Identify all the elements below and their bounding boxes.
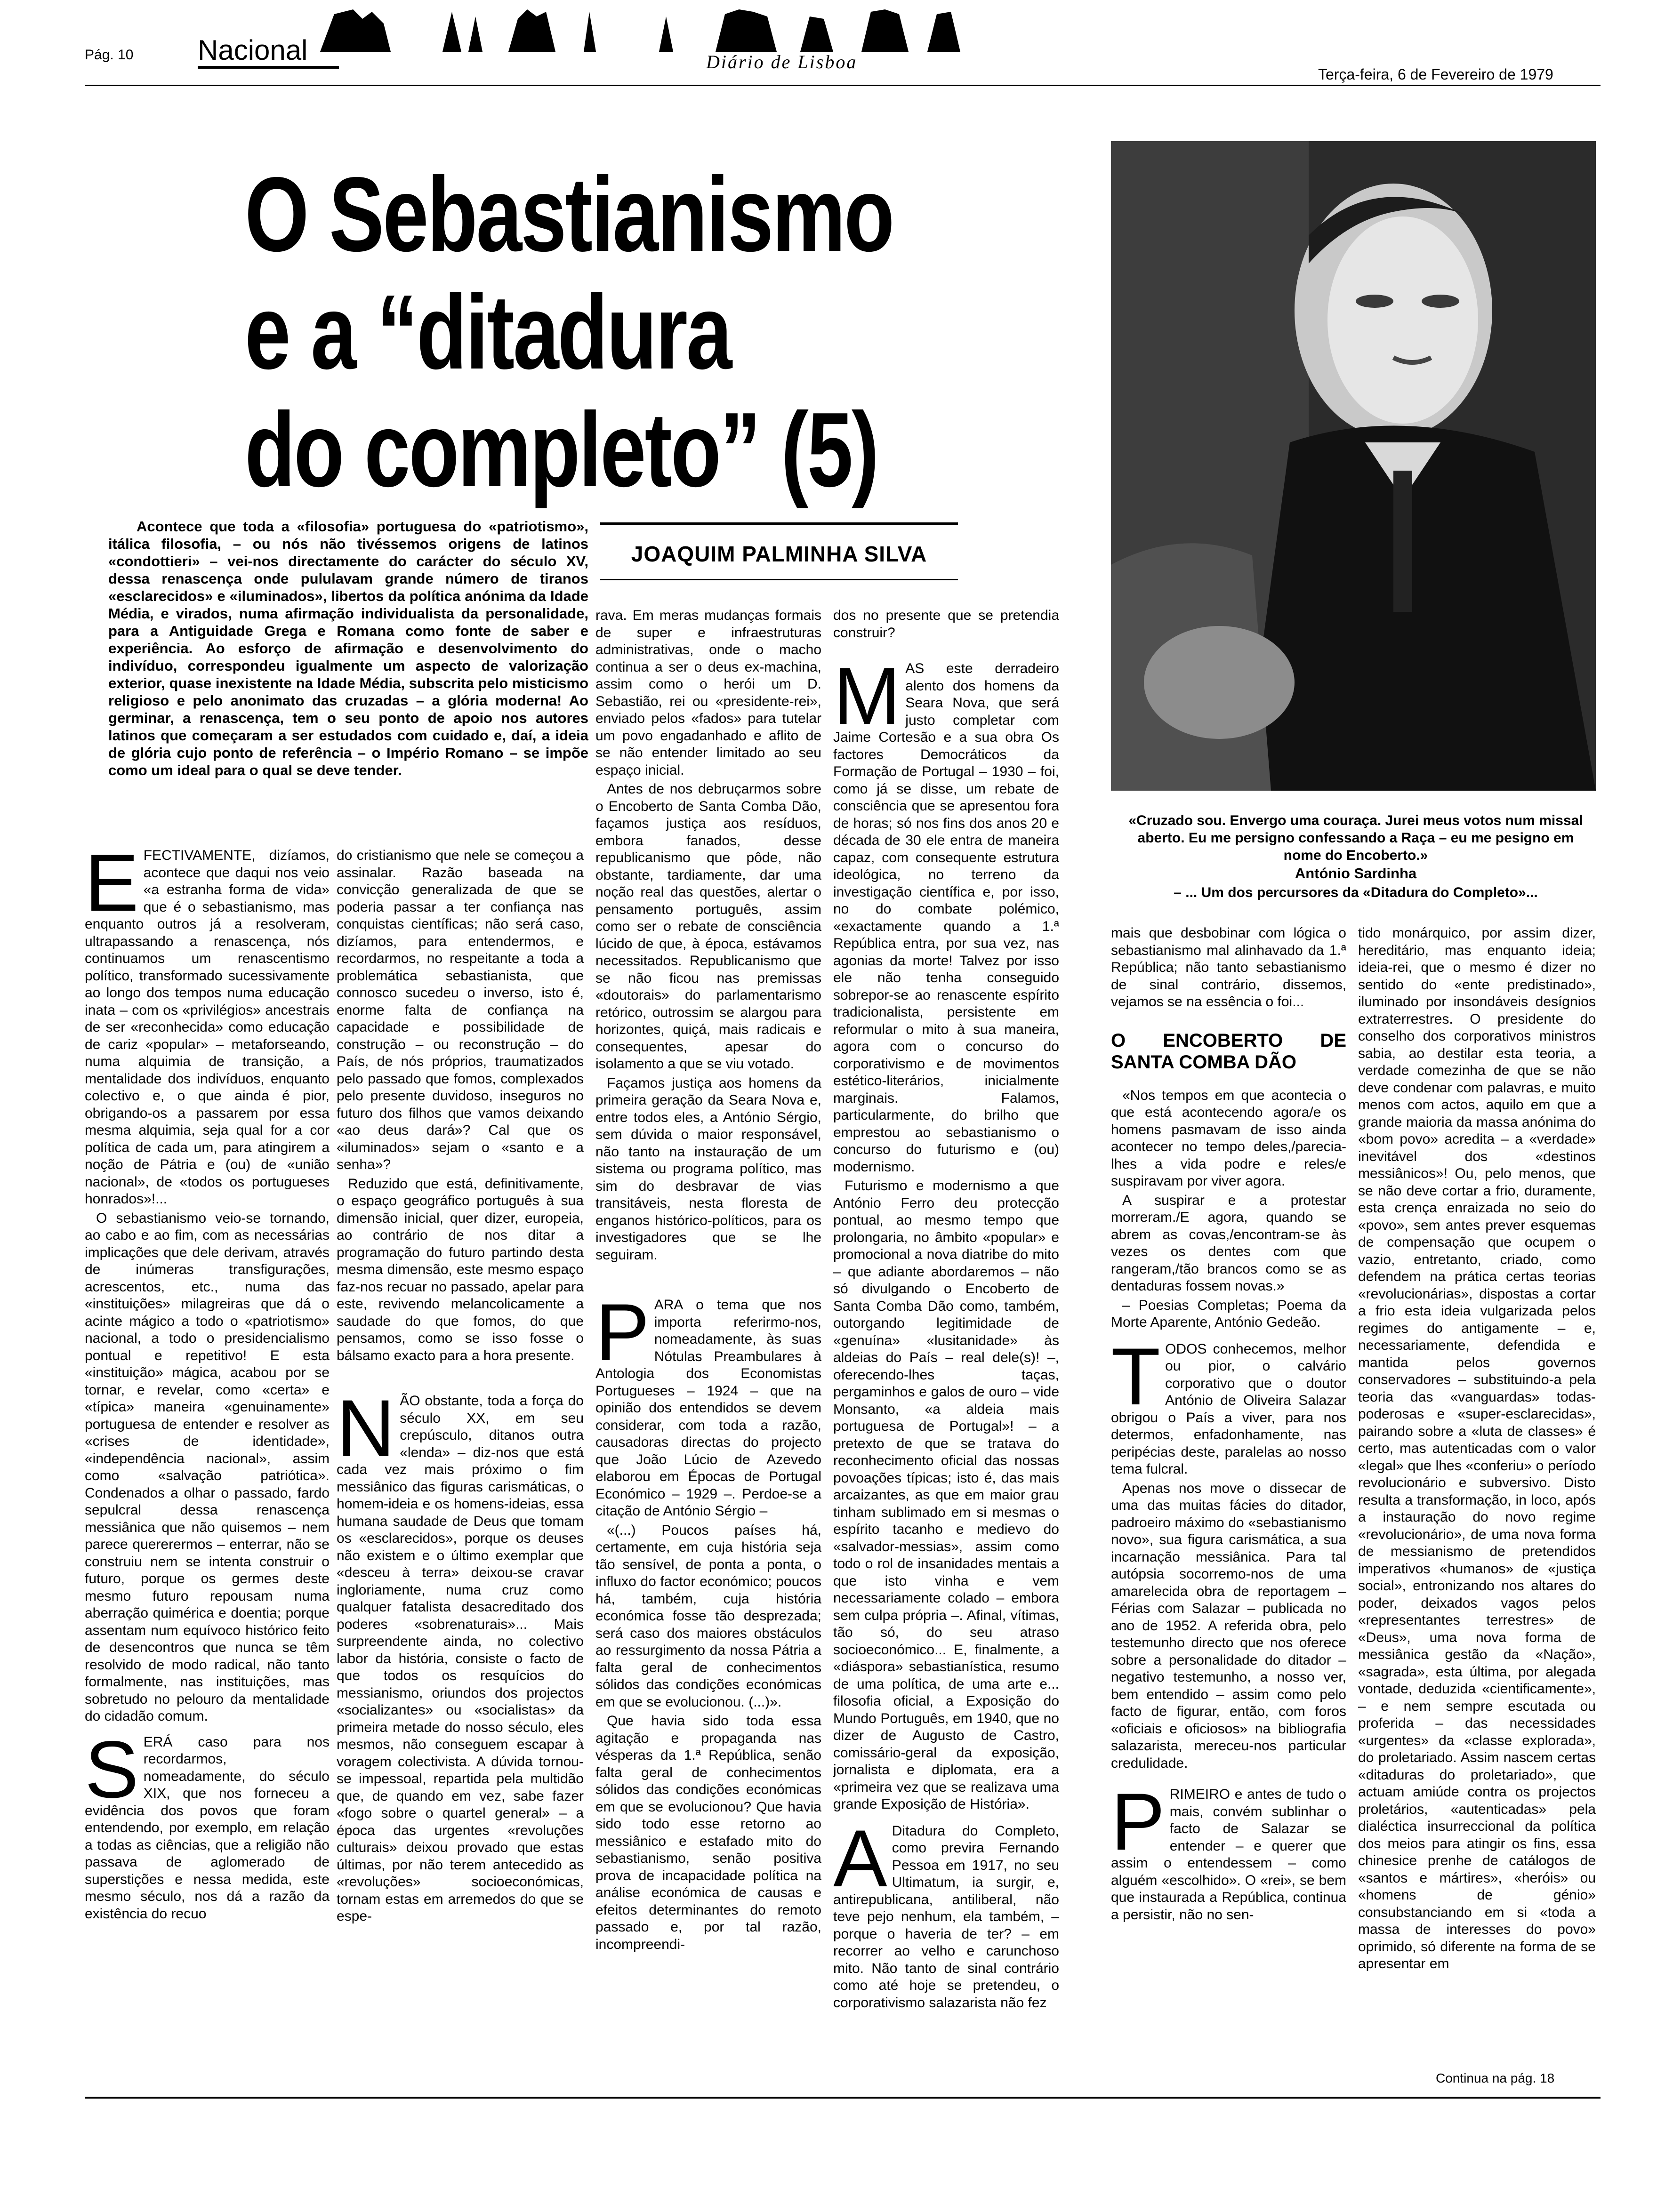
- article-title: [245, 155, 893, 509]
- col5-poem-stanza-2: A suspirar e a protestar morreram./E agora, quando se abrem as covas,/encontram-se às vezes os dentes com que rangeram,/tão brancos como se as dentaduras fossem novas.»: [1111, 1192, 1346, 1294]
- col3-paragraph-2: Antes de nos debruçarmos sobre o Encoberto de Santa Comba Dão, façamos justiça aos resíduos, embora fanados, desse republicanismo que pôde, não obstante, tardiamente, dar uma noção real das questões, alertar o pensamento português, assim como ser o rebate de consciência lúcido de que, à época, estávamos necessitados. Republicanismo que se não ficou nas premissas «doutorais» do parlamentarismo retórico, outrossim se alargou para horizontes, quiçá, mais radicais e consequentes, apesar do isolamento a que se viu votado.: [595, 781, 821, 1072]
- photo-caption: «Cruzado sou. Envergo uma couraça. Jurei meus votos num missal aberto. Eu me persigno confessando a Raça – eu me pesigno em nome do Encoberto.»: [1128, 813, 1583, 863]
- photo-caption-name: António Sardinha: [1295, 865, 1417, 882]
- col5-paragraph-2-wrap: [1111, 1331, 1346, 1478]
- col3-paragraph-5: Que havia sido toda essa agitação e propaganda nas vésperas da 1.ª República, senão falta geral de conhecimentos sólidos das condições económicas em que se evolucionou? Que havia sido todo esse retorno ao messiânico e estafado mito do sebastianismo, senão positiva prova de incapacidade política na análise económica de causas e efeitos determinantes do remoto passado e, por tal razão, incompreendi-: [595, 1713, 821, 1952]
- author-rule: [600, 522, 958, 525]
- column-2: [337, 847, 584, 2094]
- column-4: [833, 607, 1059, 2094]
- bottom-rule: [85, 2097, 1601, 2099]
- col2-paragraph-2: Reduzido que está, definitivamente, o espaço geográfico português à sua dimensão inicial, quer dizer, europeia, ao contrário de nos ditar a programação do futuro partindo desta mesma dimensão, este mesmo espaço faz-nos recuar no passado, apelar para este, revivendo melancolicamente a saudade do que fomos, do que pensamos, como se isso fosse o bálsamo exacto para a hora presente.: [337, 1176, 584, 1363]
- article-lede: Acontece que toda a «filosofia» portuguesa do «patriotismo», itálica filosofia, – ou nós não tivéssemos origens de latinos «condottieri» – vei-nos directamente do carácter do século XV, dessa renascença onde pululavam grande número de tiranos «esclarecidos» e «iluminados», libertos da política anónima da Idade Média, e virados, numa afirmação individualista da personalidade, para a Antiguidade Grega e Romana como fonte de saber e experiência. Ao esforço de afirmação e desenvolvimento do indivíduo, correspondeu igualmente um aspecto de valorização exterior, quase inexistente na Idade Média, subscrita pelo misticismo religioso e pelo anonimato das cruzadas – a glória moderna! Ao germinar, a renascença, tem o seu ponto de apoio nos autores latinos que começaram a ser estudados com cuidado e, daí, a ideia de glória cujo ponto de referência – o Império Romano – se impõe como um ideal para o qual se deve tender.: [108, 518, 588, 778]
- col4-paragraph-4: Ditadura do Completo, como previra Fernando Pessoa em 1917, no seu Ultimatum, ia surgir, e, antirepublicana, antiliberal, não teve pejo nenhum, ela também, – porque o haveria de ter? – em recorrer ao velho e carunchoso mito. Não tanto de sinal contrário como até hoje se pretendeu, o corporativismo salazarista não fez: [833, 1823, 1059, 2011]
- photo-caption-subtitle: – ... Um dos percursores da «Ditadura do Completo»...: [1174, 885, 1538, 900]
- masthead-graphic: [301, 5, 979, 56]
- col2-paragraph-3: ÃO obstante, toda a força do século XX, em seu crepúsculo, ditanos outra «lenda» – diz-nos que está cada vez mais próximo o fim messiânico das figuras carismáticas, o homem-ideia e os homens-ideias, essa humana saudade de Deus que tomam os «esclarecidos», porque os deuses não existem e o último exemplar que «desceu à terra» deixou-se cravar ingloriamente, numa cruz como qualquer fatalista desacreditado dos poderes «sobrenaturais»... Mais surpreendente ainda, no colectivo labor da história, consiste o facto de que todos os resquícios do messianismo, oriundos dos projectos «socializantes» ou «socialistas» da primeira metade do nosso século, eles mesmos, não conseguem escapar à voragem colectivista. A dúvida tornou-se impessoal, repartida pela multidão que, de quando em vez, sabe fazer «fogo sobre o quartel general» – a época das urgentes «revoluções culturais» deixou provado que estas últimas, por não terem antecedido as «revoluções» socioeconómicas, tornam estas em arremedos do que se espe-: [337, 1393, 584, 1924]
- col5-paragraph-3: Apenas nos move o dissecar de uma das muitas fácies do ditador, padroeiro máximo do «sebastianismo novo», sua figura carismática, a sua incarnação messiânica. Para tal autópsia socorremo-nos de uma amarelecida obra de reportagem – Férias com Salazar – publicada no ano de 1952. A referida obra, pelo testemunho directo que nos oferece sobre a personalidade do ditador – negativo testemunho, a nosso ver, bem entendido – assim como pelo facto de figurar, então, com foros «oficiais e oficiosos» na bibliografia salazarista, mereceu-nos particular credulidade.: [1111, 1480, 1346, 1771]
- issue-date: Terça-feira, 6 de Fevereiro de 1979: [1318, 66, 1553, 83]
- portrait-graphic: [1111, 141, 1596, 791]
- section-label: Nacional: [198, 34, 308, 66]
- column-5: [1111, 925, 1346, 2094]
- dropcap-m: M: [833, 651, 901, 741]
- col5-poem-stanza-1: «Nos tempos em que acontecia o que está acontecendo agora/e os homens pasmavam de isso ainda acontecer no tempo deles,/parecia-lhes a vida podre e reles/e suspiravam por viver agora.: [1111, 1087, 1346, 1189]
- dropcap-e: E: [85, 847, 139, 928]
- col1-paragraph-2: O sebastianismo veio-se tornando, ao cabo e ao fim, com as necessárias implicações que dele derivam, através de inúmeras transfigurações, acrescentos, etc., numa das «instituições» milagreiras que dá o acinte mágico a todo o «patriotismo» nacional, a todo o presidencialismo pontual e repetitivo! E esta «instituição» mágica, acabou por se tornar, e revelar, como «certa» e «típica» maneira «genuinamente» portuguesa de entender e resolver as «crises de identidade», «independência nacional», assim como «salvação patriótica». Condenados a olhar o passado, fardo sepulcral dessa renascença messiânica que não quisemos – nem parece quererermos – enterrar, não se construiu nem se intenta construir o futuro, porque os germes deste mesmo futuro repousam numa aberração quimérica e doentia; porque assentam num equívoco histórico feito de desencontros que nunca se têm resolvido de modo radical, não tanto formalmente, nas instituições, mas sobretudo no pelouro da mentalidade do cidadão comum.: [85, 1210, 330, 1724]
- column-6: [1358, 925, 1596, 2064]
- col1-paragraph-3-wrap: [85, 1724, 330, 1923]
- col3-quote: «(...) Poucos países há, certamente, em cuja história seja tão sensível, de ponta a ponta, o influxo do factor económico; poucos há, também, cuja história económica fosse tão desprezada; será caso dos maiores obstáculos ao ressurgimento da nossa Pátria a falta geral de conhecimentos sólidos das condições económicas em que se evolucionou. (...)».: [595, 1522, 821, 1710]
- col4-paragraph-2-wrap: [833, 651, 1059, 1176]
- col4-paragraph-4-wrap: [833, 1813, 1059, 2012]
- col5-paragraph-2: ODOS conhecemos, melhor ou pior, o calvário corporativo que o doutor António de Oliveira Salazar obrigou o País a viver, para nos determos, enfadonhamente, nas peripécias deste, paralelas ao nosso tema fulcral.: [1111, 1341, 1346, 1477]
- title-line-3: do completo” (5): [245, 390, 878, 509]
- header-rule-left: [198, 66, 339, 69]
- col5-paragraph-1: mais que desbobinar com lógica o sebastianismo mal alinhavado da 1.ª República; não tanto sebastianismo de sinal contrário, dissemos, vejamos se na essência o foi...: [1111, 925, 1346, 1010]
- dropcap-p2: P: [1111, 1777, 1165, 1867]
- col4-paragraph-3: Futurismo e modernismo a que António Ferro deu protecção pontual, ao mesmo tempo que prolongaria, no âmbito «popular» e promocional a nova diatribe do mito – que adiante abordaremos – não só divulgando o Encoberto de Santa Comba Dão como, também, outorgando legitimidade de «genuína» «lusitanidade» às aldeias do País – real dele(s)! –, oferecendo-lhes taças, pergaminhos e galos de ouro – vide Monsanto, «a aldeia mais portuguesa de Portugal»! – a pretexto de que se tratava do reconhecimento oficial das nossas povoações típicas; isto é, das mais arcaizantes, as que em maior grau tinham sublimado em si mesmas o espírito tacanho e medievo do «salvador-messias», assim como todo o rol de insanidades mentais a que isto vinha e vem necessariamente colado – embora sem culpa própria –. Afinal, vítimas, tão só, do seu atraso socioeconómico... E, finalmente, a «diáspora» sebastianística, resumo de uma política, de uma arte e... filosofia oficial, a Exposição do Mundo Português, em 1940, que no dizer de Augusto de Castro, comissário-geral da exposição, jornalista e diplomata, era a «primeira vez que se realizava uma grande Exposição de História».: [833, 1178, 1059, 1812]
- dropcap-s: S: [85, 1724, 139, 1815]
- col5-paragraph-4-wrap: [1111, 1777, 1346, 1923]
- page-number: Pág. 10: [85, 47, 134, 63]
- masthead-logo: [301, 5, 979, 66]
- col3-paragraph-3: Façamos justiça aos homens da primeira geração da Seara Nova e, entre todos eles, a António Sérgio, sem dúvida o maior responsável, não tanto na instauração de um sistema ou programa político, mas sim do desbravar de vias transitáveis, nesta floresta de enganos histórico-políticos, para os investigadores que se lhe seguiram.: [595, 1075, 821, 1263]
- col2-paragraph-3-wrap: [337, 1383, 584, 1925]
- col2-paragraph-1: do cristianismo que nele se começou a assinalar. Razão baseada na convicção generalizada de que se poderia passar a ter confiança nas conquistas científicas; não será caso, dizíamos, para entendermos, e recordarmos, no respeitante a toda a problemática sebastianista, que connosco sucedeu o inverso, isto é, enorme falta de confiança na capacidade e possibilidade de construção – ou reconstrução – do País, de nós próprios, traumatizados pelo passado que fomos, complexados pelo presente duvidoso, inseguros no futuro dos filhos que vamos deixando «ao deus dará»? Cal que os «iluminados» sejam o «santo e a senha»?: [337, 848, 584, 1172]
- dropcap-a: A: [833, 1813, 887, 1904]
- author-byline: JOAQUIM PALMINHA SILVA: [631, 542, 927, 566]
- portrait-photo: [1111, 141, 1596, 791]
- col1-paragraph-1: FECTIVAMENTE, dizíamos, acontece que daqui nos veio «a estranha forma de vida» que é o sebastianismo, mas enquanto outros já a resolveram, ultrapassando a renascença, nós continuamos um renascentismo político, transformado sucessivamente ao longo dos tempos numa educação inata – com os «privilégios» ancestrais de ser «reconhecida» como educação de cariz «popular» – metaforseando, numa alquimia de transição, a mentalidade dos indivíduos, enquanto colectivo e, o que ainda é pior, obrigando-os a passarem por essa mesma alquimia, seja qual for a cor política de cada um, para atingirem a noção de Pátria e (ou) de «união nacional», de «todos os portugueses honrados»!...: [85, 848, 330, 1207]
- dropcap-n: N: [337, 1383, 395, 1474]
- title-line-1: O Sebastianismo: [245, 155, 893, 273]
- dropcap-p: P: [595, 1287, 650, 1378]
- dropcap-t: T: [1111, 1331, 1161, 1422]
- col4-paragraph-1: dos no presente que se pretendia construir?: [833, 608, 1059, 641]
- col5-poem-source: – Poesias Completas; Poema da Morte Aparente, António Gedeão.: [1111, 1297, 1346, 1330]
- column-1: [85, 847, 330, 2094]
- continued-note: Continua na pág. 18: [1436, 2071, 1555, 2085]
- author-rule-bottom: [600, 579, 958, 580]
- column-3: [595, 607, 821, 2094]
- col1-paragraph-3: ERÁ caso para nos recordarmos, nomeadamente, do século XIX, que nos forneceu a evidência dos povos que foram entendendo, por exemplo, em relação a todas as ciências, que a religião não passava de aglomerado de superstições e nessa medida, este mesmo século, nos dá a razão da existência do recuo: [85, 1734, 330, 1922]
- col6-paragraph-1: tido monárquico, por assim dizer, hereditário, mas enquanto ideia; ideia-rei, que o mesmo é dizer no sentido do «ente predistinado», iluminado por insondáveis desígnios extraterrestres. O presidente do conselho dos corporativos ministros sabia, ao destilar esta teoria, a verdade comezinha de que se não deve condenar com palavras, e muito menos com actos, aquilo em que a grande maioria da massa anónima do «bom povo» acredita – a «verdade» inevitável dos «destinos messiânicos»! Ou, pelo menos, que se não deve cortar a frio, duramente, esta crença enraizada no seio do «povo», sem antes prever esquemas de compensação que ocupem o vazio, entretanto, criado, como defendem na prática certas teorias «revolucionárias», dispostas a cortar a frio esta ideia vulgarizada pelos regimes do antigamente – e, necessariamente, defendida e mantida pelos governos conservadores – substituindo-a pela teoria das «vanguardas» todas-poderosas e «super-esclarecidas», pairando sobre a «luta de classes» é certo, mas autenticadas com o valor «legal» que lhes «conferiu» o período revolucionário e subversivo. Disto resulta a transformação, in loco, após a instauração do novo regime «revolucionário», de uma nova forma de messianismo de pretendidos imperativos «humanos» de «justiça social», entronizando nos altares do poder, deixados vagos pelos «representantes terrestres» de «Deus», uma nova forma de messiânica gestão da «Nação», «sagrada», esta última, por alegada vontade, deduzida «cientificamente», – e nem sempre escutada ou proferida – das necessidades «urgentes» da «classe explorada», do proletariado. Assim nascem certas «ditaduras do proletariado», que actuam amiúde contra os projectos proletários, «autenticadas» pela dialéctica insurreccional da política dos meios para atingir os fins, essa chinesice prenhe de catálogos de «santos e mártires», «heróis» ou «homens de génio» consubstanciando em si «toda a massa de interesses do povo» oprimido, só diferente na forma de se apresentar em: [1358, 925, 1596, 1972]
- masthead-title: Diário de Lisboa: [706, 51, 858, 72]
- col3-paragraph-4-wrap: [595, 1287, 821, 1520]
- col5-paragraph-4: RIMEIRO e antes de tudo o mais, convém sublinhar o facto de Salazar se entender – e querer que assim o entendessem – como alguém «escolhido». O «rei», se bem que instaurada a República, continua a persistir, não no sen-: [1111, 1787, 1346, 1923]
- col5-subhead: O ENCOBERTO DE SANTA COMBA DÃO: [1111, 1030, 1346, 1073]
- col3-paragraph-1: rava. Em meras mudanças formais de super e infraestruturas administrativas, onde o macho continua a ser o deus ex-machina, assim como o herói um D. Sebastião, rei ou «presidente-rei», enviado pelos «fados» para tutelar um povo engadanhado e aflito de se não entender limitado ao seu espaço inicial.: [595, 608, 821, 778]
- header-rule: [85, 85, 1601, 86]
- col4-paragraph-2: AS este derradeiro alento dos homens da Seara Nova, que será justo completar com Jaime Cortesão e a sua obra Os factores Democráticos da Formação de Portugal – 1930 – foi, como já se disse, um rebate de consciência que se apresentou fora de horas; só nos fins dos anos 20 e década de 30 ele entra de maneira capaz, com consequente estrutura ideológica, no terreno da investigação científica e, por isso, no do combate polémico, «exactamente quando a 1.ª República entra, por sua vez, nas agonias da morte! Talvez por isso ele não tenha conseguido sobrepor-se ao renascente espírito tradicionalista, persistente em reformular o mito à sua maneira, agora com o concurso do corporativismo e de movimentos estético-literários, inicialmente marginais. Falamos, particularmente, do brilho que emprestou ao sebastianismo o concurso do futurismo e (ou) modernismo.: [833, 661, 1059, 1175]
- title-line-2: e a “ditadura: [245, 272, 731, 391]
- col3-paragraph-4: ARA o tema que nos importa referirmo-nos, nomeadamente, às suas Nótulas Preambulares à Antologia dos Economistas Portugueses – 1924 – que na opinião dos entendidos se devem considerar, com toda a razão, causadoras directas do projecto que João Lúcio de Azevedo elaborou em Épocas de Portugal Económico – 1929 –. Perdoe-se a citação de António Sérgio –: [595, 1297, 821, 1519]
